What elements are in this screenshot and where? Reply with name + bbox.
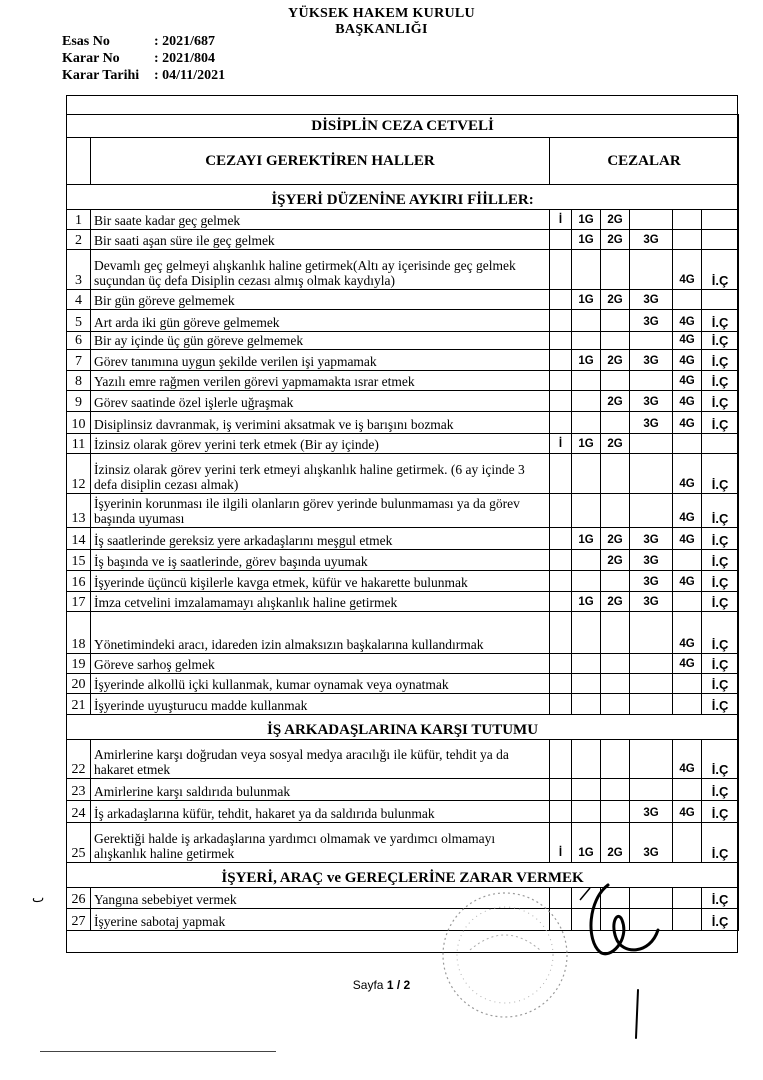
row-number: 14 [67,528,91,550]
penalty-cell: 1G [572,230,601,250]
row-description: İşyerinin korunması ile ilgili olanların görev yerinde bulunmaması ya da görev başında uyuması [91,494,550,528]
penalty-cell: İ.Ç [702,888,739,909]
penalty-cell [673,694,702,715]
penalty-cell: İ.Ç [702,391,739,412]
row-number: 26 [67,888,91,909]
table-row [67,694,739,715]
row-number: 20 [67,674,91,694]
penalty-cell [572,779,601,801]
penalty-cell: 2G [601,391,630,412]
section-header: İŞYERİ DÜZENİNE AYKIRI FİİLLER: [67,185,739,210]
penalty-cell [673,290,702,310]
penalty-cell [601,801,630,823]
penalty-cell [550,391,572,412]
penalty-cell [550,494,572,528]
case-meta [62,33,225,84]
penalty-cell: İ.Ç [702,250,739,290]
penalty-cell: İ.Ç [702,801,739,823]
row-number: 21 [67,694,91,715]
penalty-cell [673,592,702,612]
penalty-cell: 1G [572,350,601,371]
penalty-cell: İ [550,210,572,230]
penalty-cell [630,694,673,715]
penalty-cell [572,250,601,290]
penalty-cell: İ [550,823,572,863]
meta-karar-no: Karar No : 2021/804 [62,51,216,66]
row-number: 1 [67,210,91,230]
penalty-cell: İ.Ç [702,528,739,550]
penalty-cell: 3G [630,350,673,371]
row-description: İş saatlerinde gereksiz yere arkadaşlarını meşgul etmek [91,528,550,550]
table-row [67,571,739,592]
penalty-cell: İ.Ç [702,592,739,612]
row-description: Devamlı geç gelmeyi alışkanlık haline getirmek(Altı ay içerisinde geç gelmek suçundan üç defa Disiplin cezası almış olmak kaydıyla) [91,250,550,290]
penalty-cell [630,674,673,694]
penalty-table [66,114,739,931]
table-row [67,332,739,350]
row-description: Bir gün göreve gelmemek [91,290,550,310]
penalty-cell: 2G [601,550,630,571]
row-description: Yangına sebebiyet vermek [91,888,550,909]
row-number: 11 [67,434,91,454]
penalty-cell: İ.Ç [702,412,739,434]
table-row [67,412,739,434]
penalty-cell [601,494,630,528]
penalty-cell: 3G [630,290,673,310]
penalty-cell [601,310,630,332]
row-description: Bir ay içinde üç gün göreve gelmemek [91,332,550,350]
penalty-cell: 2G [601,823,630,863]
penalty-cell [550,528,572,550]
stamp-seal [430,880,580,1030]
penalty-cell [673,674,702,694]
penalty-cell [673,909,702,931]
row-description: İmza cetvelini imzalamamayı alışkanlık haline getirmek [91,592,550,612]
penalty-cell: İ.Ç [702,454,739,494]
penalty-cell: 4G [673,571,702,592]
penalty-cell: 2G [601,290,630,310]
row-description: Yönetimindeki aracı, idareden izin almaksızın başkalarına kullandırmak [91,612,550,654]
table-row [67,592,739,612]
table-row [67,434,739,454]
penalty-cell [630,654,673,674]
penalty-cell [630,454,673,494]
penalty-cell: 2G [601,210,630,230]
penalty-cell [572,654,601,674]
penalty-cell [630,494,673,528]
penalty-cell: İ.Ç [702,612,739,654]
penalty-cell: İ.Ç [702,371,739,391]
penalty-cell [572,612,601,654]
table-row [67,674,739,694]
penalty-cell [550,592,572,612]
row-description: İş arkadaşlarına küfür, tehdit, hakaret ya da saldırıda bulunmak [91,801,550,823]
row-number: 25 [67,823,91,863]
row-description: Disiplinsiz davranmak, iş verimini aksatmak ve iş barışını bozmak [91,412,550,434]
penalty-cell: İ.Ç [702,350,739,371]
penalty-cell: 4G [673,528,702,550]
table-row [67,779,739,801]
penalty-cell: 1G [572,290,601,310]
penalty-cell [673,779,702,801]
penalty-cell [601,371,630,391]
penalty-cell [550,332,572,350]
penalty-cell [601,250,630,290]
row-description: İzinsiz olarak görev yerini terk etmeyi alışkanlık haline getirmek. (6 ay içinde 3 defa disiplin cezası almak) [91,454,550,494]
row-description: İşyerine sabotaj yapmak [91,909,550,931]
penalty-cell [601,454,630,494]
penalty-cell [673,434,702,454]
penalty-cell: İ.Ç [702,494,739,528]
penalty-cell: 3G [630,801,673,823]
penalty-cell [630,779,673,801]
penalty-cell: 4G [673,454,702,494]
penalty-cell [550,612,572,654]
penalty-cell: 1G [572,823,601,863]
meta-esas-no: Esas No : 2021/687 [62,34,216,49]
row-description: Yazılı emre rağmen verilen görevi yapmamakta ısrar etmek [91,371,550,391]
penalty-cell [572,674,601,694]
row-number: 24 [67,801,91,823]
penalty-cell [550,230,572,250]
penalty-cell [630,371,673,391]
row-description: İzinsiz olarak görev yerini terk etmek (Bir ay içinde) [91,434,550,454]
penalty-cell [550,694,572,715]
penalty-cell [550,740,572,779]
penalty-cell: 4G [673,332,702,350]
row-number: 23 [67,779,91,801]
penalty-cell: 2G [601,592,630,612]
table-title: DİSİPLİN CEZA CETVELİ [67,115,739,138]
penalty-cell [572,694,601,715]
penalty-cell: 3G [630,230,673,250]
penalty-cell [550,250,572,290]
row-number: 27 [67,909,91,931]
row-description: İşyerinde uyuşturucu madde kullanmak [91,694,550,715]
penalty-cell [572,332,601,350]
org-name: YÜKSEK HAKEM KURULU [288,6,475,21]
row-number: 2 [67,230,91,250]
penalty-cell: İ.Ç [702,674,739,694]
table-row [67,350,739,371]
table-row [67,210,739,230]
section-header: İŞ ARKADAŞLARINA KARŞI TUTUMU [67,715,739,740]
row-number: 9 [67,391,91,412]
penalty-cell [673,230,702,250]
penalty-cell [572,571,601,592]
penalty-cell [550,371,572,391]
row-description: Amirlerine karşı saldırıda bulunmak [91,779,550,801]
penalty-cell: 1G [572,210,601,230]
page-footer: Sayfa 1 / 2 [352,978,411,992]
penalty-cell [550,290,572,310]
penalty-cell: İ.Ç [702,909,739,931]
penalty-cell: 4G [673,654,702,674]
bottom-rule [40,1051,276,1052]
penalty-cell: 1G [572,592,601,612]
penalty-cell: İ.Ç [702,571,739,592]
penalty-cell: İ.Ç [702,332,739,350]
penalty-cell [550,550,572,571]
penalty-cell: 3G [630,412,673,434]
penalty-cell [550,454,572,494]
penalty-cell [572,412,601,434]
penalty-cell [601,654,630,674]
penalty-cell: 4G [673,494,702,528]
penalty-cell [572,310,601,332]
penalty-cell [673,550,702,571]
penalty-cell [630,332,673,350]
penalty-cell [572,391,601,412]
table-row [67,250,739,290]
table-row [67,740,739,779]
penalty-cell: 4G [673,310,702,332]
section-header: İŞYERİ, ARAÇ ve GEREÇLERİNE ZARAR VERMEK [67,863,739,888]
penalty-cell [601,694,630,715]
row-number: 19 [67,654,91,674]
row-description: İşyerinde üçüncü kişilerle kavga etmek, küfür ve hakarette bulunmak [91,571,550,592]
row-description: Görev tanımına uygun şekilde verilen işi yapmamak [91,350,550,371]
penalty-cell: 4G [673,740,702,779]
table-row [67,550,739,571]
penalty-cell: İ.Ç [702,779,739,801]
penalty-cell: 2G [601,434,630,454]
penalty-cell: 1G [572,528,601,550]
penalty-cell: 1G [572,434,601,454]
row-number: 3 [67,250,91,290]
header-spacer [67,138,91,185]
penalty-cell [702,230,739,250]
table-row [67,391,739,412]
row-description: Amirlerine karşı doğrudan veya sosyal medya aracılığı ile küfür, tehdit ya da hakaret etmek [91,740,550,779]
penalty-cell [572,371,601,391]
row-description: Görev saatinde özel işlerle uğraşmak [91,391,550,412]
penalty-cell: İ.Ç [702,550,739,571]
penalty-cell [673,823,702,863]
penalty-cell: İ.Ç [702,740,739,779]
penalty-cell [572,550,601,571]
row-number: 18 [67,612,91,654]
penalty-cell: İ.Ç [702,823,739,863]
table-row [67,290,739,310]
penalty-cell [550,571,572,592]
row-description: İşyerinde alkollü içki kullanmak, kumar oynamak veya oynatmak [91,674,550,694]
penalty-cell [572,494,601,528]
penalty-cell [702,210,739,230]
table-row [67,801,739,823]
column-header-penalties: CEZALAR [550,138,739,185]
row-number: 6 [67,332,91,350]
penalty-cell: 4G [673,801,702,823]
row-number: 7 [67,350,91,371]
penalty-cell [630,612,673,654]
column-header-cases: CEZAYI GEREKTİREN HALLER [91,138,550,185]
row-number: 15 [67,550,91,571]
penalty-cell [601,571,630,592]
penalty-cell: 4G [673,371,702,391]
penalty-cell [601,740,630,779]
penalty-cell: 3G [630,310,673,332]
row-number: 12 [67,454,91,494]
penalty-cell [550,310,572,332]
penalty-cell: 4G [673,250,702,290]
penalty-cell [630,740,673,779]
penalty-cell [572,454,601,494]
penalty-cell: 3G [630,571,673,592]
penalty-cell: 2G [601,528,630,550]
table-row [67,310,739,332]
penalty-cell [630,434,673,454]
penalty-cell: 4G [673,412,702,434]
row-number: 17 [67,592,91,612]
row-number: 10 [67,412,91,434]
row-description: Göreve sarhoş gelmek [91,654,550,674]
penalty-cell [550,674,572,694]
penalty-cell [673,888,702,909]
penalty-cell: 3G [630,550,673,571]
row-description: Gerektiği halde iş arkadaşlarına yardımcı olmamak ve yardımcı olmamayı alışkanlık haline getirmek [91,823,550,863]
penalty-cell [550,654,572,674]
penalty-cell [601,674,630,694]
penalty-cell [572,801,601,823]
penalty-cell [550,350,572,371]
row-description: İş başında ve iş saatlerinde, görev başında uyumak [91,550,550,571]
table-row [67,230,739,250]
penalty-cell: 4G [673,350,702,371]
row-number: 5 [67,310,91,332]
penalty-cell [550,779,572,801]
penalty-cell: 3G [630,528,673,550]
penalty-cell: 3G [630,592,673,612]
row-number: 13 [67,494,91,528]
penalty-cell [702,434,739,454]
org-subtitle: BAŞKANLIĞI [335,22,428,37]
table-row [67,454,739,494]
penalty-cell: İ.Ç [702,310,739,332]
penalty-cell: 3G [630,391,673,412]
table-row [67,654,739,674]
penalty-cell [601,412,630,434]
penalty-cell: 2G [601,230,630,250]
penalty-cell [601,332,630,350]
penalty-cell: 4G [673,612,702,654]
penalty-cell [601,779,630,801]
penalty-cell: İ [550,434,572,454]
penalty-cell [673,210,702,230]
penalty-cell [550,412,572,434]
margin-mark: ٮ [32,890,45,905]
row-description: Bir saate kadar geç gelmek [91,210,550,230]
penalty-cell: İ.Ç [702,694,739,715]
penalty-cell [601,612,630,654]
penalty-cell [550,801,572,823]
row-number: 8 [67,371,91,391]
penalty-cell [630,210,673,230]
row-number: 4 [67,290,91,310]
row-description: Art arda iki gün göreve gelmemek [91,310,550,332]
penalty-cell: 3G [630,823,673,863]
row-number: 22 [67,740,91,779]
penalty-cell [702,290,739,310]
table-row [67,612,739,654]
table-row [67,494,739,528]
row-number: 16 [67,571,91,592]
penalty-cell [572,740,601,779]
row-description: Bir saati aşan süre ile geç gelmek [91,230,550,250]
meta-karar-tarihi: Karar Tarihi : 04/11/2021 [62,68,226,83]
penalty-cell: 2G [601,350,630,371]
penalty-cell: 4G [673,391,702,412]
table-row [67,823,739,863]
penalty-cell [630,250,673,290]
table-row [67,528,739,550]
signature [560,860,670,1050]
penalty-cell: İ.Ç [702,654,739,674]
table-row [67,371,739,391]
